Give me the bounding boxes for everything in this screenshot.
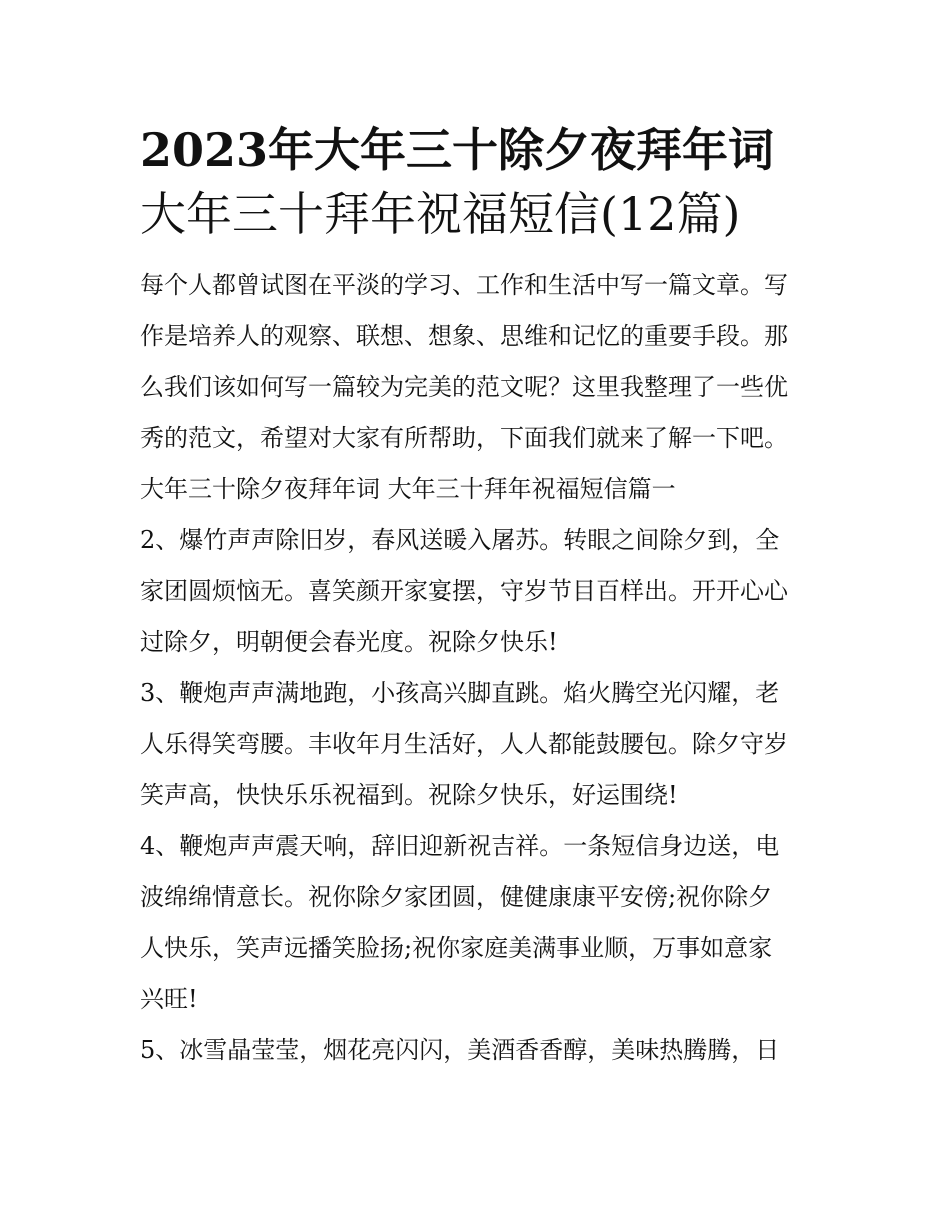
text-line: 么我们该如何写一篇较为完美的范文呢？这里我整理了一些优	[140, 373, 788, 401]
document-body	[140, 260, 820, 1076]
text-line: 2、爆竹声声除旧岁，春风送暖入屠苏。转眼之间除夕到，全	[140, 526, 780, 554]
text-line: 秀的范文，希望对大家有所帮助，下面我们就来了解一下吧。	[140, 424, 788, 452]
text-line: 5、冰雪晶莹莹，烟花亮闪闪，美酒香香醇，美味热腾腾，日	[140, 1036, 780, 1064]
text-line: 每个人都曾试图在平淡的学习、工作和生活中写一篇文章。写	[140, 271, 788, 299]
document-page	[140, 0, 820, 1076]
text-line: 作是培养人的观察、联想、想象、思维和记忆的重要手段。那	[140, 322, 788, 350]
title-line-1: 2023年大年三十除夕夜拜年词	[140, 123, 775, 177]
section-heading: 大年三十除夕夜拜年词 大年三十拜年祝福短信篇一	[140, 475, 676, 503]
text-line: 家团圆烦恼无。喜笑颜开家宴摆，守岁节目百样出。开开心心	[140, 577, 788, 605]
document-title	[140, 0, 820, 246]
text-line: 笑声高，快快乐乐祝福到。祝除夕快乐，好运围绕!	[140, 781, 678, 809]
text-line: 兴旺!	[140, 985, 198, 1013]
text-line: 人乐得笑弯腰。丰收年月生活好，人人都能鼓腰包。除夕守岁	[140, 730, 788, 758]
text-line: 人快乐，笑声远播笑脸扬;祝你家庭美满事业顺，万事如意家	[140, 934, 773, 962]
text-line: 过除夕，明朝便会春光度。祝除夕快乐!	[140, 628, 558, 656]
text-line: 波绵绵情意长。祝你除夕家团圆，健健康康平安傍;祝你除夕	[140, 883, 773, 911]
text-line: 3、鞭炮声声满地跑，小孩高兴脚直跳。焰火腾空光闪耀，老	[140, 679, 780, 707]
text-line: 4、鞭炮声声震天响，辞旧迎新祝吉祥。一条短信身边送，电	[140, 832, 780, 860]
title-line-2: 大年三十拜年祝福短信(12篇)	[140, 187, 741, 241]
text-block	[140, 260, 820, 1076]
